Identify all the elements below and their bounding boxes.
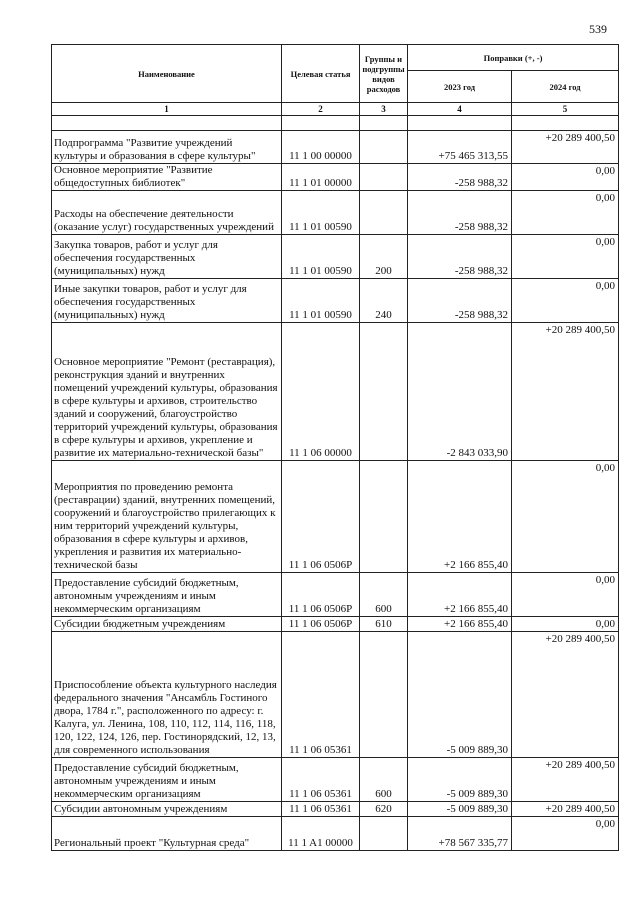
row-name: Предоставление субсидий бюджетным, автономным учреждениям и иным некоммерческим организациям [52,573,282,617]
row-name: Расходы на обеспечение деятельности (оказание услуг) государственных учреждений [52,191,282,235]
row-value-2024: +20 289 400,50 [512,802,619,817]
table-row [52,235,619,279]
row-value-2024: +20 289 400,50 [512,632,619,758]
row-value-2023: -258 988,32 [408,235,512,279]
row-code: 11 1 00 00000 [282,131,360,164]
row-group: 610 [360,617,408,632]
row-value-2023: -258 988,32 [408,164,512,191]
row-value-2023: -5 009 889,30 [408,632,512,758]
row-group [360,323,408,461]
row-group [360,191,408,235]
row-value-2024: +20 289 400,50 [512,131,619,164]
row-group: 200 [360,235,408,279]
row-name: Субсидии автономным учреждениям [52,802,282,817]
row-group: 600 [360,758,408,802]
row-value-2023: +2 166 855,40 [408,617,512,632]
row-value-2024: 0,00 [512,817,619,851]
row-group [360,461,408,573]
table-row [52,191,619,235]
row-value-2023: +2 166 855,40 [408,461,512,573]
table-row [52,279,619,323]
col-number: 2 [282,103,360,116]
table-row [52,802,619,817]
table-row [52,131,619,164]
row-code: 11 1 06 05361 [282,632,360,758]
table-row [52,164,619,191]
row-value-2023: +2 166 855,40 [408,573,512,617]
row-name: Мероприятия по проведению ремонта (реставрации) зданий, внутренних помещений, сооружений и благоустройство прилегающих к ним территорий учреждений культуры, образования в сфере культуры и архивов, укрепления и развития их материально-технической базы [52,461,282,573]
table-body [52,116,619,851]
row-code: 11 1 01 00590 [282,235,360,279]
row-group: 620 [360,802,408,817]
row-name: Закупка товаров, работ и услуг для обеспечения государственных (муниципальных) нужд [52,235,282,279]
row-group: 600 [360,573,408,617]
table-row [52,758,619,802]
row-name: Субсидии бюджетным учреждениям [52,617,282,632]
row-name: Иные закупки товаров, работ и услуг для обеспечения государственных (муниципальных) нужд [52,279,282,323]
row-value-2024: 0,00 [512,191,619,235]
row-value-2024: 0,00 [512,573,619,617]
row-value-2023: -5 009 889,30 [408,758,512,802]
table-row [52,817,619,851]
row-group [360,632,408,758]
row-value-2024: 0,00 [512,164,619,191]
header-target-article: Целевая статья [282,45,360,103]
row-code: 11 1 06 00000 [282,323,360,461]
col-number: 4 [408,103,512,116]
table-row [52,461,619,573]
header-year-2024: 2024 год [512,71,619,103]
row-group [360,817,408,851]
row-code: 11 1 06 0506Р [282,461,360,573]
row-group [360,164,408,191]
row-code: 11 1 A1 00000 [282,817,360,851]
table-row [52,617,619,632]
row-value-2023: -258 988,32 [408,279,512,323]
row-name: Основное мероприятие "Ремонт (реставрация), реконструкция зданий и внутренних помещений учреждений культуры, образования в сфере культуры и архивов, строительство зданий и сооружений, благоустройство территорий учреждений культуры, образования в сфере культуры и архивов, укрепление и развитие их материально-технической базы" [52,323,282,461]
header-amendments: Поправки (+, -) [408,45,619,71]
row-value-2023: -5 009 889,30 [408,802,512,817]
row-name: Приспособление объекта культурного наследия федерального значения "Ансамбль Гостиного двора, 1784 г.", расположенного по адресу: г. Калуга, ул. Ленина, 108, 110, 112, 114, 116, 118, 120, 122, 124, 126, пер. Гостинорядский, 12, 13, для современного использования [52,632,282,758]
row-value-2024: 0,00 [512,461,619,573]
row-group: 240 [360,279,408,323]
row-group [360,131,408,164]
row-code: 11 1 06 0506Р [282,573,360,617]
row-name: Региональный проект "Культурная среда" [52,817,282,851]
table-row [52,632,619,758]
page-number: 539 [589,22,607,36]
budget-table [51,44,619,851]
row-code: 11 1 01 00590 [282,279,360,323]
row-code: 11 1 06 0506Р [282,617,360,632]
row-code: 11 1 01 00000 [282,164,360,191]
spacer-row [52,116,619,131]
header-year-2023: 2023 год [408,71,512,103]
row-code: 11 1 06 05361 [282,758,360,802]
row-value-2024: 0,00 [512,617,619,632]
table-row [52,323,619,461]
row-value-2023: +78 567 335,77 [408,817,512,851]
col-number: 1 [52,103,282,116]
row-value-2024: +20 289 400,50 [512,758,619,802]
row-value-2024: 0,00 [512,235,619,279]
row-value-2024: +20 289 400,50 [512,323,619,461]
row-name: Подпрограмма "Развитие учреждений культуры и образования в сфере культуры" [52,131,282,164]
header-name: Наименование [52,45,282,103]
row-value-2024: 0,00 [512,279,619,323]
header-groups: Группы и подгруппы видов расходов [360,45,408,103]
row-value-2023: +75 465 313,55 [408,131,512,164]
col-number: 3 [360,103,408,116]
row-code: 11 1 06 05361 [282,802,360,817]
col-number: 5 [512,103,619,116]
row-name: Предоставление субсидий бюджетным, автономным учреждениям и иным некоммерческим организациям [52,758,282,802]
row-value-2023: -2 843 033,90 [408,323,512,461]
row-name: Основное мероприятие "Развитие общедоступных библиотек" [52,164,282,191]
table-row [52,573,619,617]
row-value-2023: -258 988,32 [408,191,512,235]
row-code: 11 1 01 00590 [282,191,360,235]
